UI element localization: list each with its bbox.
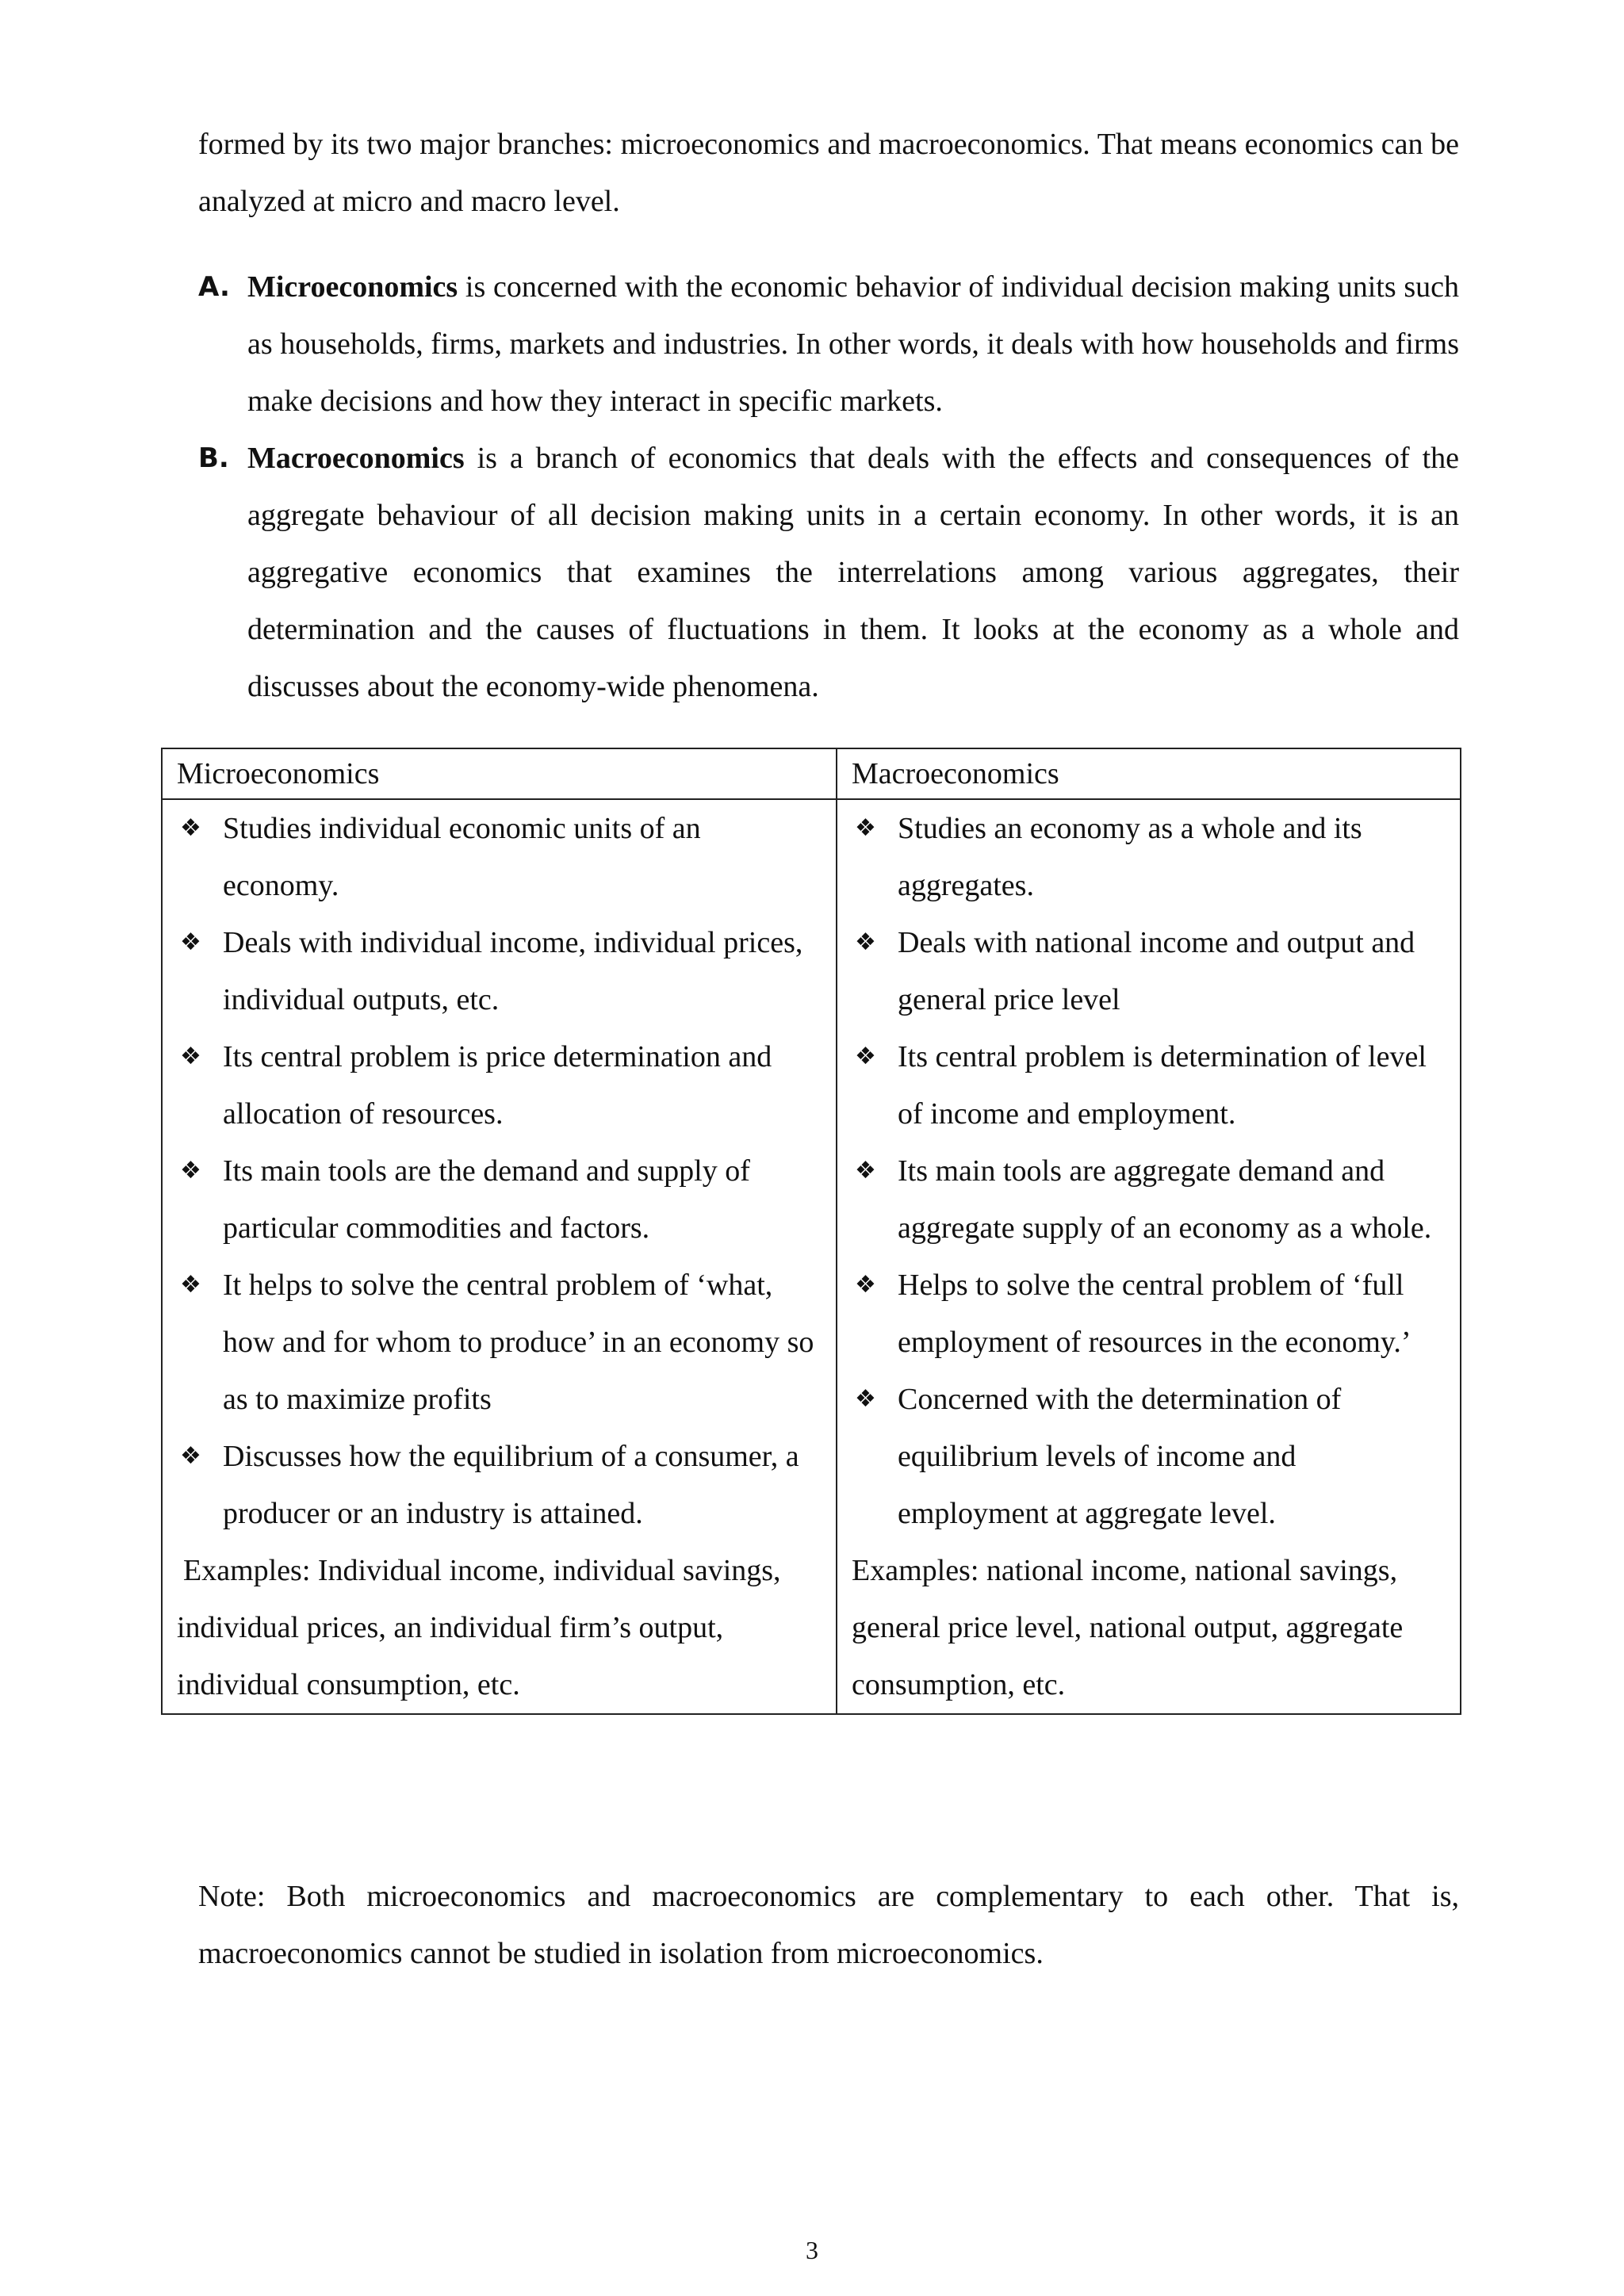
micro-bullets [177,800,822,1542]
list-item [852,800,1446,914]
bullet-text: Studies an economy as a whole and its aggregates. [898,812,1362,902]
diamond-bullet-icon: ❖ [855,1157,876,1184]
list-item [852,1257,1446,1371]
table-header-row [162,748,1461,799]
definition-text: is concerned with the economic behavior of individual decision making units such as households, firms, markets and industries. In other words, it deals with how households and firms make decisions and how they interact in specific markets. [247,270,1459,418]
list-item [177,1142,822,1257]
bullet-text: Its central problem is determination of level of income and employment. [898,1040,1427,1131]
list-item [177,1257,822,1428]
intro-paragraph: formed by its two major branches: microeconomics and macroeconomics. That means economics can be analyzed at micro and macro level. [198,128,1459,218]
diamond-bullet-icon: ❖ [180,1271,201,1299]
bullet-text: Its main tools are aggregate demand and aggregate supply of an economy as a whole. [898,1154,1432,1245]
list-item [852,1142,1446,1257]
definition-body [247,430,1459,715]
micro-header-cell [162,748,837,799]
list-item [852,914,1446,1028]
bullet-text: Concerned with the determination of equilibrium levels of income and employment at aggregate level. [898,1383,1342,1530]
diamond-bullet-icon: ❖ [180,1043,201,1070]
term-microeconomics: Microeconomics [247,270,458,304]
definition-text: is a branch of economics that deals with the effects and consequences of the aggregate behaviour of all decision making units in a certain economy. In other words, it is an aggregative economics that examines the interrelations among various aggregates, their determination and the causes of fluctuations in them. It looks at the economy as a whole and discusses about the economy-wide phenomena. [247,442,1459,703]
diamond-bullet-icon: ❖ [855,1385,876,1413]
diamond-bullet-icon: ❖ [180,814,201,842]
comparison-table [161,748,1461,1715]
macro-bullets [852,800,1446,1542]
definition-microeconomics [198,258,1459,430]
bullet-text: Helps to solve the central problem of ‘full employment of resources in the economy.’ [898,1269,1411,1359]
micro-cell [162,799,837,1714]
diamond-bullet-icon: ❖ [855,928,876,956]
list-item [177,1028,822,1142]
list-item [852,1028,1446,1142]
page-number: 3 [806,2236,818,2264]
list-item [852,1371,1446,1542]
macro-header: Macroeconomics [852,757,1059,790]
diamond-bullet-icon: ❖ [855,814,876,842]
macro-cell [837,799,1461,1714]
list-marker-a: A. [198,271,230,303]
micro-examples: Examples: Individual income, individual savings, individual prices, an individual firm’s output, individual consumption, etc. [177,1554,781,1701]
macro-examples: Examples: national income, national savings, general price level, national output, aggregate consumption, etc. [852,1554,1404,1701]
diamond-bullet-icon: ❖ [855,1043,876,1070]
diamond-bullet-icon: ❖ [180,1442,201,1470]
bullet-text: Deals with individual income, individual prices, individual outputs, etc. [223,926,803,1016]
list-item [177,914,822,1028]
definition-body [247,258,1459,430]
list-item [177,1428,822,1542]
diamond-bullet-icon: ❖ [180,1157,201,1184]
bullet-text: Its central problem is price determination and allocation of resources. [223,1040,772,1131]
note-paragraph: Note: Both microeconomics and macroeconomics are complementary to each other. That is, macroeconomics cannot be studied in isolation from microeconomics. [198,1880,1459,1970]
macro-header-cell [837,748,1461,799]
diamond-bullet-icon: ❖ [855,1271,876,1299]
bullet-text: Its main tools are the demand and supply of particular commodities and factors. [223,1154,750,1245]
bullet-text: Deals with national income and output and general price level [898,926,1415,1016]
term-macroeconomics: Macroeconomics [247,442,465,475]
bullet-text: Studies individual economic units of an economy. [223,812,701,902]
list-item [177,800,822,914]
diamond-bullet-icon: ❖ [180,928,201,956]
definition-macroeconomics [198,430,1459,715]
table-body-row [162,799,1461,1714]
bullet-text: It helps to solve the central problem of ‘what, how and for whom to produce’ in an economy so as to maximize profits [223,1269,814,1416]
bullet-text: Discusses how the equilibrium of a consumer, a producer or an industry is attained. [223,1440,799,1530]
micro-header: Microeconomics [177,757,380,790]
list-marker-b: B. [198,442,229,474]
